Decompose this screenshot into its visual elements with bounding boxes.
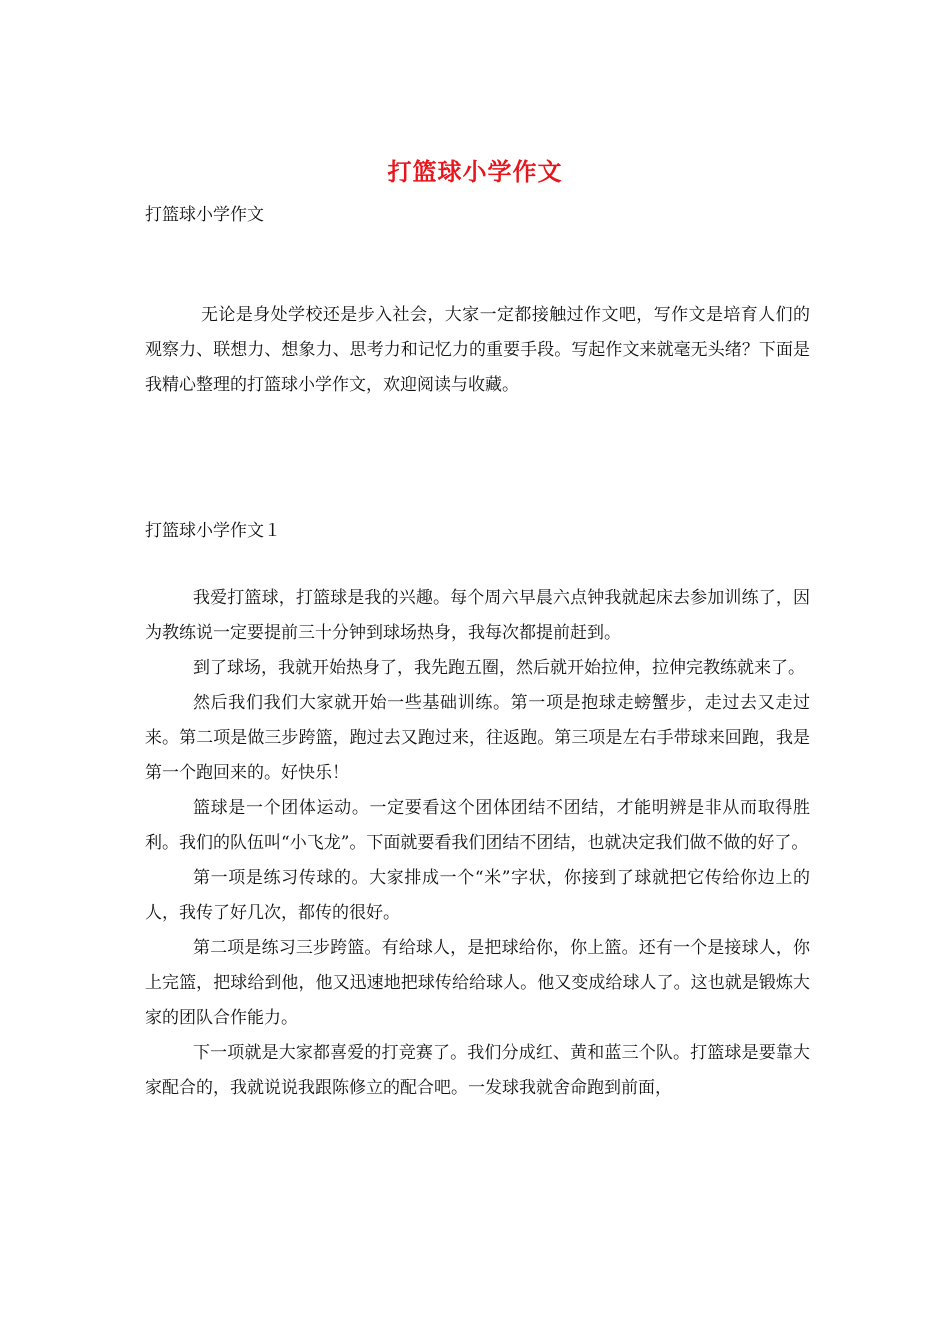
essay-body: [145, 581, 810, 1106]
body-paragraph: 篮球是一个团体运动。一定要看这个团体团结不团结，才能明辨是非从而取得胜利。我们的队伍叫“小飞龙”。下面就要看我们团结不团结，也就决定我们做不做的好了。: [145, 798, 810, 853]
body-paragraph: 第二项是练习三步跨篮。有给球人，是把球给你，你上篮。还有一个是接球人，你上完篮，把球给到他，他又迅速地把球传给给球人。他又变成给球人了。这也就是锻炼大家的团队合作能力。: [145, 938, 810, 1028]
document-subtitle: 打篮球小学作文: [145, 205, 264, 225]
body-paragraph: 然后我们我们大家就开始一些基础训练。第一项是抱球走螃蟹步，走过去又走过来。第二项是做三步跨篮，跑过去又跑过来，往返跑。第三项是左右手带球来回跑，我是第一个跑回来的。好快乐！: [145, 693, 810, 783]
intro-paragraph: 无论是身处学校还是步入社会，大家一定都接触过作文吧，写作文是培育人们的观察力、联想力、想象力、思考力和记忆力的重要手段。写起作文来就毫无头绪？下面是我精心整理的打篮球小学作文，欢迎阅读与收藏。: [145, 305, 810, 395]
body-paragraph: 到了球场，我就开始热身了，我先跑五圈，然后就开始拉伸，拉伸完教练就来了。: [193, 658, 805, 678]
section-heading: 打篮球小学作文１: [145, 521, 281, 541]
body-paragraph: 第一项是练习传球的。大家排成一个“米”字状，你接到了球就把它传给你边上的人，我传了好几次，都传的很好。: [145, 868, 810, 923]
body-paragraph: 下一项就是大家都喜爱的打竞赛了。我们分成红、黄和蓝三个队。打篮球是要靠大家配合的，我就说说我跟陈修立的配合吧。一发球我就舍命跑到前面，: [145, 1043, 810, 1098]
body-paragraph: 我爱打篮球，打篮球是我的兴趣。每个周六早晨六点钟我就起床去参加训练了，因为教练说一定要提前三十分钟到球场热身，我每次都提前赶到。: [145, 588, 810, 643]
document-title: 打篮球小学作文: [387, 157, 563, 186]
